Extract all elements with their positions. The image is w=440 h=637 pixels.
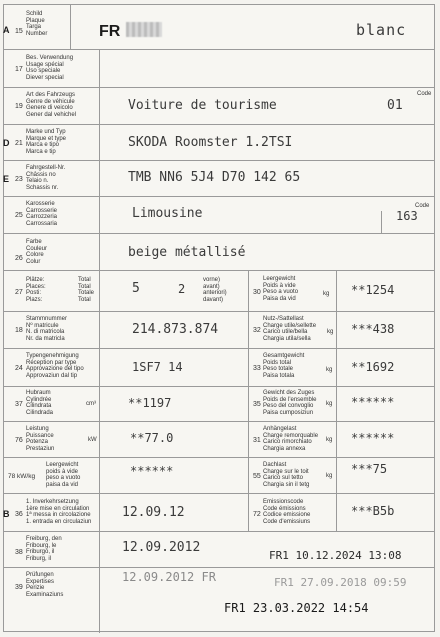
row-power-weight-roof-load [4,458,434,494]
front-places-value: 2 [178,282,186,296]
field-number: 37 [15,401,23,408]
field-label: Schild Plaque Targa Number [26,11,48,37]
field-number: 26 [15,255,23,262]
field-label: Prüfungen Expertises Perizie Examinaziuns [26,572,64,598]
field-number: 19 [15,103,23,110]
row-chassis [4,161,434,197]
vehicle-type-value: Voiture de tourisme [128,98,277,113]
field-label: Dachlast Charge sur le toit Carico sul tetto Chargia sin il tetg [263,462,310,488]
field-number: 76 [15,437,23,444]
first-registration-value: 12.09.12 [122,505,185,520]
field-label: Karosserie Carrosserie Carrozzeria Carrossaria [26,201,58,227]
row-places-empty-weight [4,271,434,312]
emission-code-value: ***B5b [351,504,395,518]
code-label: Code [417,91,432,97]
body-value: Limousine [132,206,203,221]
field-number: 25 [15,212,23,219]
field-number: 23 [15,176,23,183]
side-letter-d: D [3,138,10,148]
row-color [4,234,434,271]
field-label: Anhängelast Charge remorquable Carico rimorchiato Chargia annexa [263,426,319,452]
inspection-first-value: 12.09.2012 FR [122,570,216,584]
field-number: 32 [253,327,261,334]
vehicle-registration-document [3,4,435,632]
unit-kg: kg [327,329,334,335]
field-number: 72 [253,511,261,518]
field-label: Emissionscode Code émissions Codice emissione Code d'emissiuns [263,499,311,525]
inspection-stamp-1: FR1 27.09.2018 09:59 [274,576,407,589]
field-number: 27 [15,289,23,296]
roof-load-value: ***75 [351,462,388,476]
field-number: 55 [253,473,261,480]
row-plate [4,5,434,50]
row-first-registration-emission [4,494,434,532]
total-weight-value: **1692 [351,360,395,374]
field-number: 38 [15,549,23,556]
empty-weight-value: **1254 [351,283,395,297]
field-number: 21 [15,140,23,147]
field-number: 39 [15,584,23,591]
field-label: Hubraum Cylindrée Cilindrata Cilindrada [26,390,54,416]
row-displacement-train-weight [4,387,434,422]
color-value: beige métallisé [128,245,246,260]
make-model-value: SKODA Roomster 1.2TSI [128,135,293,150]
field-number: 17 [15,66,23,73]
field-label: 1. Inverkehrsetzung 1ère mise en circulation 1ª messa in circolazione 1. entrada en circulaziun [26,499,92,525]
field-number: 33 [253,365,261,372]
field-label: Nutz-/Sattellast Charge utile/sellette Carico utile/bella Chargia utila/sella [263,316,317,342]
unit-cm3: cm³ [86,401,96,407]
field-label: Leistung Puissance Potenza Prestaziun [26,426,55,452]
unit-kg: kg [326,367,333,373]
train-weight-value: ****** [351,395,395,409]
unit-kg: kg [326,401,333,407]
payload-value: ***438 [351,322,395,336]
power-value: **77.0 [130,431,174,445]
field-number: 35 [253,401,261,408]
matricule-value: 214.873.874 [132,322,219,337]
row-make-model [4,125,434,161]
issued-stamp: FR1 10.12.2024 13:08 [269,549,402,562]
row-type-approval-total-weight [4,349,434,387]
front-places-label: vorne) avant) anteriori) davant) [203,277,227,303]
side-letter-e: E [3,174,10,184]
code-label: Code [415,203,430,209]
side-letter-a: A [3,25,10,35]
body-code: 163 [396,209,418,223]
plate-prefix: FR [99,23,121,40]
row-power-trailer-load [4,422,434,458]
field-label: Plätze: Places: Posti: Plazs: [26,277,46,303]
unit-kg: kg [326,473,333,479]
field-label: Farbe Couleur Colore Colur [26,239,48,265]
field-number: 15 [15,28,23,35]
places-value: 5 [132,281,140,296]
field-number: 31 [253,437,261,444]
trailer-load-value: ****** [351,431,395,445]
field-number: 30 [253,289,261,296]
inspection-stamp-2: FR1 23.03.2022 14:54 [224,601,369,615]
unit-kg: kg [326,437,333,443]
type-approval-value: 1SF7 14 [132,360,183,374]
chassis-value: TMB NN6 5J4 D70 142 65 [128,170,301,185]
field-label: Bes. Verwendung Usage spécial Uso speciale Diever special [26,55,74,81]
plate-color: blanc [356,21,407,39]
side-letter-b: B [3,509,10,519]
unit-kg: kg [323,291,330,297]
field-label: Stammnummer Nº matricule N. di matricola Nr. da matricla [26,316,68,342]
field-label: Gesamtgewicht Poids total Peso totale Paisa totala [263,353,305,379]
field-number: 24 [15,365,23,372]
displacement-value: **1197 [128,396,172,410]
vehicle-type-code: 01 [387,98,403,113]
field-label: Freiburg, den Fribourg, le Friburgo, il Friburg, il [26,536,62,562]
issued-date-value: 12.09.2012 [122,540,201,555]
field-label: Marke und Typ Marque et type Marca e tipo Marca e tip [26,129,67,155]
field-label: Typengenehmigung Réception par type Approvazione del tipo Approvaziun dal tip [26,353,84,379]
field-label: Art des Fahrzeugs Genre de véhicule Genere di veicolo Gener dal vehichel [26,92,77,118]
field-number: 18 [15,327,23,334]
redacted-plate-number [126,22,162,37]
field-label: Leergewicht Poids à vide Peso a vuoto Paisa da vid [263,276,299,302]
row-special-use [4,50,434,88]
row-vehicle-type [4,88,434,125]
row-issued [4,532,434,568]
places-total-label: Total Total Totale Total [78,277,95,303]
field-number: 78 kW/kg [8,473,36,480]
unit-kw: kW [88,437,97,443]
field-label: Leergewicht poids à vide peso a vuoto paisa da vid [46,462,81,488]
row-inspections [4,568,434,633]
row-body [4,197,434,234]
power-weight-value: ****** [130,464,174,478]
field-label: Gewicht des Zuges Poids de l'ensemble Peso del convoglio Paisa cumposiziun [263,390,317,416]
field-label: Fahrgestell-Nr. Châssis no Telaio n. Schassis nr. [26,165,66,191]
field-number: 36 [15,511,23,518]
row-matricule-payload [4,312,434,349]
